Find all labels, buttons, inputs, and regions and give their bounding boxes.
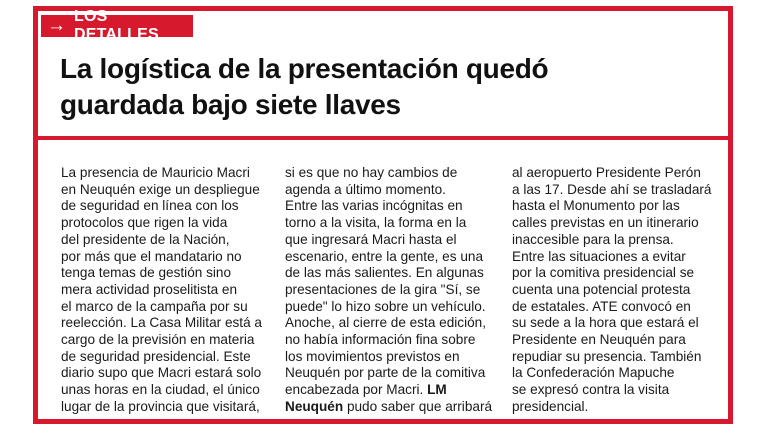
text-line: agenda a último momento. (285, 181, 446, 197)
divider (38, 136, 728, 140)
text-line: que ingresará Macri hasta el (285, 231, 457, 247)
text-line: puede" lo hizo sobre un vehículo. (285, 298, 486, 314)
text-line: mera actividad proselitista en (61, 281, 238, 297)
bold-brand-city: Neuquén (285, 398, 344, 414)
text-line: en Neuquén exige un despliegue (61, 181, 260, 197)
text-line: Neuquén por parte de la comitiva (285, 365, 486, 381)
text-line: Entre las situaciones a evitar (512, 248, 686, 264)
text-line: la Confederación Mapuche (512, 365, 675, 381)
text-line: del presidente de la Nación, (61, 231, 230, 247)
text-line: su sede a la hora que estará el (512, 315, 699, 331)
text-line: torno a la visita, la forma en la (285, 215, 467, 231)
text-fragment: pudo saber que arribará (346, 398, 493, 414)
body-column-2 (285, 165, 495, 416)
text-line: cuenta una potencial protesta (512, 281, 691, 297)
text-line: los movimientos previstos en (285, 348, 460, 364)
text-line: presentaciones de la gira "Sí, se (285, 281, 481, 297)
text-line: reelección. La Casa Militar está a (61, 315, 262, 331)
text-line (285, 399, 495, 416)
text-line: a las 17. Desde ahí se trasladará (512, 181, 712, 197)
text-line: se expresó contra la visita (512, 382, 670, 398)
text-line: escenario, entre la gente, es una (285, 248, 483, 264)
body-column-1 (61, 165, 271, 416)
text-line: repudiar su presencia. También (512, 348, 702, 364)
text-line: de seguridad en línea con los (61, 198, 239, 214)
text-line: Anoche, al cierre de esta edición, (285, 315, 487, 331)
section-label: LOS DETALLES (74, 8, 159, 43)
text-line: La presencia de Mauricio Macri (61, 165, 250, 180)
text-line: no había información fina sobre (285, 332, 476, 348)
text-line: Entre las varias incógnitas en (285, 198, 463, 214)
headline (60, 51, 720, 123)
text-line: cargo de la previsión en materia (61, 332, 255, 348)
body-column-3 (512, 165, 722, 416)
text-line: diario supo que Macri estará solo (61, 365, 262, 381)
text-line: por la comitiva presidencial se (512, 265, 695, 281)
text-line: protocolos que rigen la vida (61, 215, 228, 231)
text-line: de seguridad presidencial. Este (61, 348, 251, 364)
text-line: Presidente en Neuquén para (512, 332, 686, 348)
text-line: calles previstas en un itinerario (512, 215, 699, 231)
text-line: el marco de la campaña por su (61, 298, 248, 314)
text-line: de estatales. ATE convocó en (512, 298, 691, 314)
text-fragment: encabezada por Macri. (285, 382, 424, 398)
text-line: presidencial. (512, 398, 589, 414)
text-line: hasta el Monumento por las (512, 198, 680, 214)
text-line: tenga temas de gestión sino (61, 265, 232, 281)
text-line: por más que el mandatario no (61, 248, 242, 264)
text-line: unas horas en la ciudad, el único (61, 382, 260, 398)
bold-brand: LM (427, 382, 447, 398)
text-line: lugar de la provincia que visitará, (61, 398, 260, 414)
article-box (33, 6, 733, 424)
arrow-right-icon: → (47, 15, 66, 36)
text-line: de las más salientes. En algunas (285, 265, 484, 281)
text-line (285, 382, 495, 399)
text-line: al aeropuerto Presidente Perón (512, 165, 701, 180)
text-line: inaccesible para la prensa. (512, 231, 674, 247)
section-kicker (41, 8, 193, 43)
text-line: si es que no hay cambios de (285, 165, 458, 180)
headline-line-1: La logística de la presentación quedó (60, 53, 549, 84)
headline-line-2: guardada bajo siete llaves (60, 89, 401, 120)
